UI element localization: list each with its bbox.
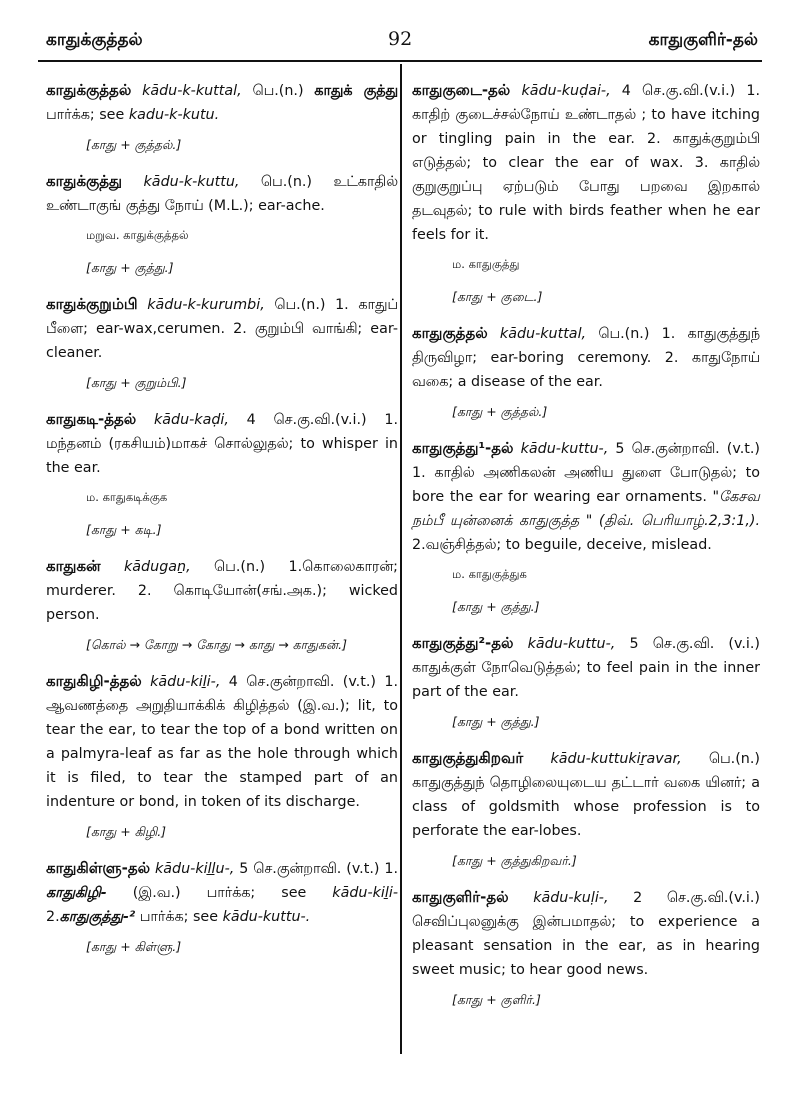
headword: காதுகிழி-த்தல் <box>46 672 142 690</box>
cognate: ம. காதுகடிக்குக <box>86 490 168 504</box>
transliteration: kādu-k-kuttal, <box>142 83 242 99</box>
etymology: [காது + கிள்ளு.] <box>86 939 182 954</box>
headword: காதுக்குறும்பி <box>46 295 138 313</box>
transliteration: kādu-kiḻi-, <box>150 674 221 690</box>
definition: பெ.(n.) 1. காதுகுத்துந் திருவிழா; ear-boring ceremony. 2. காதுநோய் வகை; a disease of the ear. <box>412 326 760 390</box>
dictionary-entry <box>46 169 398 218</box>
etymology: [கொல் → கோறு → கோது → காது → காதுகன்.] <box>86 637 347 652</box>
transliteration: kādu-k-kuttu, <box>143 174 240 190</box>
definition: 5 செ.குன்றாவி. (v.t.) 1. <box>234 861 399 877</box>
headword: காதுகன் <box>46 557 101 575</box>
headword: காதுகுத்தல் <box>412 324 488 342</box>
definition: 2. <box>46 909 60 925</box>
definition: பெ.(n.) 1. காதுப் பீளை; ear-wax,cerumen. 2. குறும்பி வாங்கி; ear-cleaner. <box>46 297 399 361</box>
dictionary-entry <box>412 631 760 704</box>
right-column <box>412 78 760 1024</box>
page-number: 92 <box>388 28 413 50</box>
transliteration: kādu-k-kurumbi, <box>147 297 265 313</box>
cross-reference-translit: kādu-kuttu-. <box>222 909 311 925</box>
definition: பார்க்க; see <box>46 107 129 123</box>
definition: 5 செ.கு.வி. (v.i.) காதுக்குள் நோவெடுத்தல்; to feel pain in the inner part of the ear. <box>412 636 760 700</box>
etymology: [காது + கிழி.] <box>86 824 167 839</box>
definition: பெ.(n.) 1.கொலைகாரன்; murderer. 2. கொடியோன்(சங்.அக.); wicked person. <box>46 559 399 623</box>
running-head-right: காதுகுளிர்-தல் <box>648 30 758 50</box>
headword: காதுகுத்து²-தல் <box>412 634 514 652</box>
etymology: [காது + குறும்பி.] <box>86 375 187 390</box>
cross-reference: காதுக் குத்து <box>314 83 398 99</box>
etymology: [காது + குத்து.] <box>452 599 540 614</box>
headword: காதுகுத்துகிறவர் <box>412 749 524 767</box>
headword: காதுகுடை-தல் <box>412 81 511 99</box>
definition: 2.வஞ்சித்தல்; to beguile, deceive, mislead. <box>412 537 712 553</box>
etymology: [காது + குத்துகிறவர்.] <box>452 853 577 868</box>
cognate: ம. காதுகுத்து <box>452 257 520 271</box>
column-divider <box>400 64 402 1054</box>
definition: 2 செ.கு.வி.(v.i.) செவிப்புலனுக்கு இன்பமாதல்; to experience a pleasant sensation in the ear, as in hearing sweet music; to hear good news. <box>412 890 760 978</box>
transliteration: kādu-kuttu-, <box>527 636 616 652</box>
transliteration: kādu-kuḷi-, <box>533 890 609 906</box>
cognate: ம. காதுகுத்துக <box>452 567 527 581</box>
cross-reference-translit: kādu-kiḻi- <box>332 885 398 901</box>
headword: காதுகடி-த்தல் <box>46 410 137 428</box>
dictionary-entry <box>412 78 760 247</box>
running-head-left: காதுக்குத்தல் <box>46 30 143 50</box>
dictionary-entry <box>46 407 398 480</box>
definition: பெ.(n.) காதுகுத்துந் தொழிலையுடைய தட்டார் வகை யினர்; a class of goldsmith whose profession is to perforate the ear-lobes. <box>412 751 760 839</box>
transliteration: kādu-kuḍai-, <box>521 83 611 99</box>
etymology: [காது + குடை.] <box>452 289 543 304</box>
headword: காதுக்குத்தல் <box>46 81 132 99</box>
header-rule <box>38 60 762 62</box>
etymology: [காது + கடி.] <box>86 522 162 537</box>
transliteration: kādu-kaḍi, <box>153 412 229 428</box>
definition: பெ.(n.) உட்காதில் உண்டாகுங் குத்து நோய் (M.L.); ear-ache. <box>46 174 398 214</box>
headword: காதுக்குத்து <box>46 172 123 190</box>
quotation: "கேசவ நம்பீ யுன்னைக் காதுகுத்த " (திவ். பெரியாழ்.2,3:1,). <box>412 489 760 529</box>
definition: 5 செ.குன்றாவி. (v.t.) 1. காதில் அணிகலன் அணிய துளை போடுதல்; to bore the ear for wearing ear ornaments. <box>412 441 760 505</box>
dictionary-entry <box>46 669 398 814</box>
dictionary-entry <box>46 78 398 127</box>
definition: 4 செ.கு.வி.(v.i.) 1. காதிற் குடைச்சல்நோய் உண்டாதல் ; to have itching or tingling pain in the ear. 2. காதுக்குறும்பி எடுத்தல்; to clear the ear of wax. 3. காதில் குறுகுறுப்பு ஏற்படும் போது பறவை இறகால் தடவுதல்; to rule with birds feather when he ear feels for it. <box>412 83 760 243</box>
transliteration: kādu-kuttukiṟavar, <box>550 751 682 767</box>
dictionary-entry <box>412 885 760 982</box>
cross-reference: காதுகுத்து-² <box>59 909 136 925</box>
dictionary-entry <box>412 746 760 843</box>
dictionary-entry <box>412 436 760 557</box>
transliteration: kādugaṉ, <box>124 559 191 575</box>
dictionary-entry <box>412 321 760 394</box>
headword: காதுகுத்து¹-தல் <box>412 439 514 457</box>
dictionary-entry <box>46 554 398 627</box>
transliteration: kādu-kuttu-, <box>520 441 609 457</box>
cross-reference: காதுகிழி- <box>46 885 107 901</box>
transliteration: kādu-kiḻḻu-, <box>155 861 235 877</box>
etymology: [காது + குத்தல்.] <box>452 404 548 419</box>
definition: பெ.(n.) <box>241 83 315 99</box>
etymology: [காது + குத்து.] <box>452 714 540 729</box>
headword: காதுகுளிர்-தல் <box>412 888 509 906</box>
transliteration: kādu-kuttal, <box>499 326 587 342</box>
etymology: [காது + குளிர்.] <box>452 992 541 1007</box>
definition: 4 செ.கு.வி.(v.i.) 1. மந்தனம் (ரகசியம்)மாகச் சொல்லுதல்; to whisper in the ear. <box>46 412 398 476</box>
cross-reference-translit: kadu-k-kutu. <box>128 107 220 123</box>
definition: 4 செ.குன்றாவி. (v.t.) 1. ஆவணத்தை அறுதியாக்கிக் கிழித்தல் (இ.வ.); lit, to tear the ear, to tear the top of a bond written on a palmyra-leaf as far as the hole through which it is filed, to tear the stamped part of an indenture or bond, in token of its discharge. <box>46 674 399 810</box>
page-header <box>0 0 800 60</box>
headword: காதுகிள்ளு-தல் <box>46 859 151 877</box>
cognate: மறுவ. காதுக்குத்தல் <box>86 228 189 242</box>
definition: (இ.வ.) பார்க்க; see <box>106 885 333 901</box>
dictionary-entry <box>46 292 398 365</box>
left-column <box>46 78 398 971</box>
etymology: [காது + குத்து.] <box>86 260 174 275</box>
dictionary-entry <box>46 856 398 929</box>
definition: பார்க்க; see <box>135 909 223 925</box>
etymology: [காது + குத்தல்.] <box>86 137 182 152</box>
